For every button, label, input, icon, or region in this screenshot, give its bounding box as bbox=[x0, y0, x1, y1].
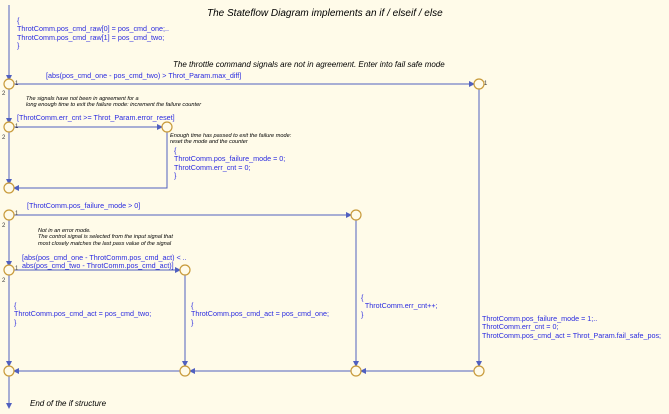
reset-comment: Enough time has passed to exit the failure mode: reset the mode and the counter bbox=[170, 133, 292, 146]
junction[interactable] bbox=[4, 79, 14, 89]
junction[interactable] bbox=[351, 366, 361, 376]
fail-safe-action-label[interactable]: ThrotComm.pos_failure_mode = 1;.. ThrotComm.err_cnt = 0; ThrotComm.pos_cmd_act = Throt_Param.fail_safe_pos; bbox=[482, 314, 662, 340]
end-comment: End of the if structure bbox=[30, 399, 107, 408]
priority-label: 1 bbox=[15, 266, 19, 272]
priority-label: 2 bbox=[2, 135, 6, 141]
cmd-two-action-label[interactable]: { ThrotComm.pos_cmd_act = pos_cmd_two; } bbox=[14, 301, 152, 327]
junction[interactable] bbox=[4, 122, 14, 132]
priority-label: 1 bbox=[15, 211, 19, 217]
junction[interactable] bbox=[474, 79, 484, 89]
err-cnt-increment-action-label[interactable]: { ThrotComm.err_cnt++; } bbox=[361, 293, 438, 319]
junction[interactable] bbox=[474, 366, 484, 376]
failure-mode-condition-label[interactable]: [ThrotComm.pos_failure_mode > 0] bbox=[27, 201, 141, 210]
transition-reset-to-merge[interactable] bbox=[14, 132, 167, 188]
diagram-title: The Stateflow Diagram implements an if / elseif / else bbox=[207, 8, 443, 19]
reset-condition-label[interactable]: [ThrotComm.err_cnt >= Throt_Param.error_reset] bbox=[17, 113, 175, 122]
junction[interactable] bbox=[4, 210, 14, 220]
junction[interactable] bbox=[4, 183, 14, 193]
priority-label: 2 bbox=[2, 91, 6, 97]
fail-safe-comment: The throttle command signals are not in agreement. Enter into fail safe mode bbox=[173, 60, 445, 69]
junction[interactable] bbox=[351, 210, 361, 220]
fail-condition-label[interactable]: [abs(pos_cmd_one - pos_cmd_two) > Throt_Param.max_diff] bbox=[46, 71, 242, 80]
junction[interactable] bbox=[180, 366, 190, 376]
priority-label: 1 bbox=[15, 124, 19, 130]
increment-counter-comment: The signals have not been in agreement for a long enough time to exit the failure mode: increment the failure counter bbox=[26, 96, 202, 109]
priority-label: 1 bbox=[484, 81, 488, 87]
junction[interactable] bbox=[162, 122, 172, 132]
junction[interactable] bbox=[4, 265, 14, 275]
init-action-label[interactable]: { ThrotComm.pos_cmd_raw[0] = pos_cmd_one;.. ThrotComm.pos_cmd_raw[1] = pos_cmd_two; } bbox=[17, 16, 170, 50]
priority-label: 2 bbox=[2, 278, 6, 284]
compare-condition-label[interactable]: [abs(pos_cmd_one - ThrotComm.pos_cmd_act) < .. abs(pos_cmd_two - ThrotComm.pos_cmd_act)] bbox=[22, 253, 187, 271]
reset-action-label[interactable]: { ThrotComm.pos_failure_mode = 0; ThrotComm.err_cnt = 0; } bbox=[174, 146, 286, 180]
signal-select-comment: Not in an error mode. The control signal is selected from the input signal that most closely matches the last pass value of the signal bbox=[38, 228, 173, 247]
junction[interactable] bbox=[4, 366, 14, 376]
priority-label: 2 bbox=[2, 223, 6, 229]
cmd-one-action-label[interactable]: { ThrotComm.pos_cmd_act = pos_cmd_one; } bbox=[191, 301, 330, 327]
priority-label: 1 bbox=[15, 81, 19, 87]
